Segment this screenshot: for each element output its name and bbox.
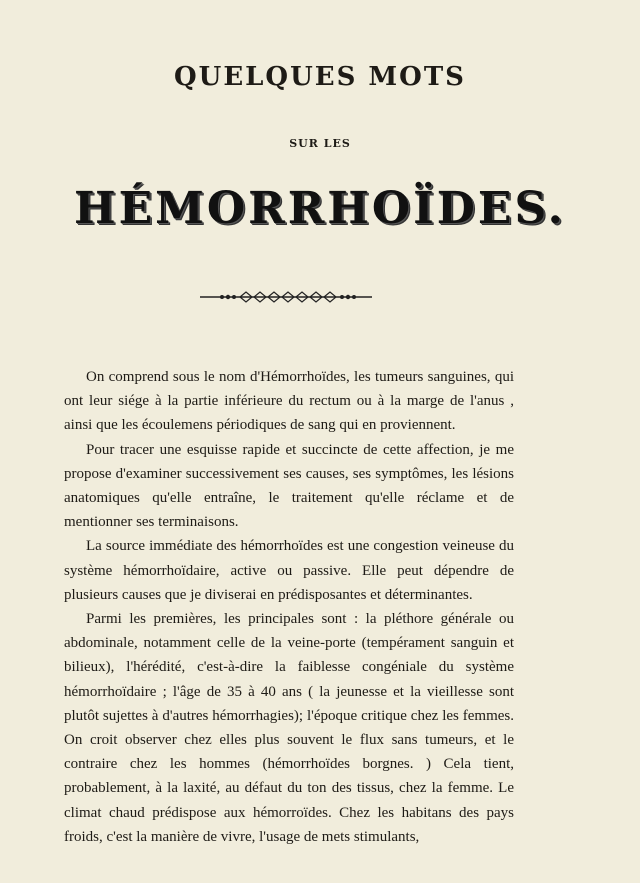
title-line-3: HÉMORRHOÏDES.	[74, 183, 566, 234]
title-line-2: SUR LES	[289, 137, 351, 150]
ornament-divider-icon	[200, 289, 372, 305]
paragraph: On comprend sous le nom d'Hémorrhoïdes, les tumeurs sanguines, qui ont leur siége à la partie inférieure du rectum ou à la marge de l'anus , ainsi que les écoulemens périodiques de sang qui en proviennent.	[64, 369, 514, 434]
paragraph: Parmi les premières, les principales sont : la pléthore générale ou abdominale, notamment celle de la veine-porte (tempérament sanguin et bilieux), l'hérédité, c'est-à-dire la faiblesse congéniale du système hémorrhoïdaire ; l'âge de 35 à 40 ans ( la jeunesse et la vieillesse sont plutôt sujettes à d'autres hémorrhagies); l'époque critique chez les femmes. On croit observer chez elles plus souvent le flux sans tumeurs, et le contraire chez les hommes (hémorrhoïdes borgnes. ) Cela tient, probablement, à la laxité, au défaut du ton des tissus, chez la femme. Le climat chaud prédispose aux hémorroïdes. Chez les habitans des pays froids, c'est la manière de vivre, l'usage de mets stimulants,	[64, 611, 514, 845]
paragraph: Pour tracer une esquisse rapide et succincte de cette affection, je me propose d'examiner successivement ses causes, ses symptômes, les lésions anatomiques qu'elle entraîne, le traitement qu'elle réclame et de mentionner ses terminaisons.	[64, 441, 514, 531]
body-text	[64, 365, 514, 849]
title-line-1: QUELQUES MOTS	[174, 62, 466, 92]
paragraph: La source immédiate des hémorrhoïdes est une congestion veineuse du système hémorrhoïdaire, active ou passive. Elle peut dépendre de plusieurs causes que je diviserai en prédisposantes et déterminantes.	[64, 538, 514, 603]
